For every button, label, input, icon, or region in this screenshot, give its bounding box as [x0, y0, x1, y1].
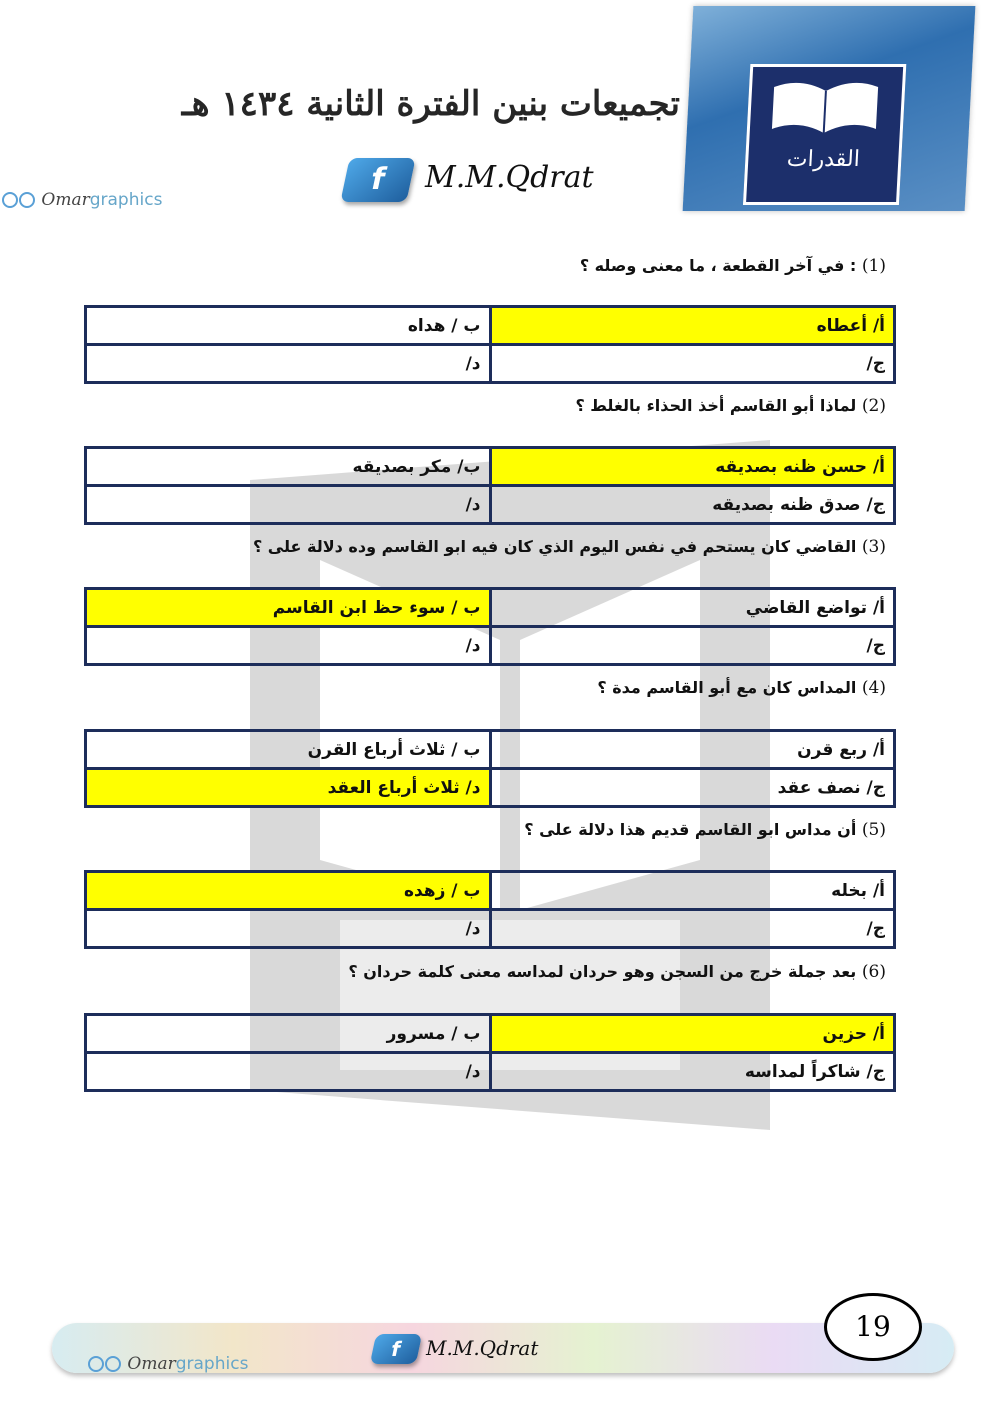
question-text: المداس كان مع أبو القاسم مدة ؟ [597, 678, 857, 697]
option-d[interactable]: د/ ثلاث أرباع العقد [86, 769, 491, 807]
option-a[interactable]: أ/ حزين [490, 1015, 895, 1053]
option-c[interactable]: ج/ شاكراً لمداسه [490, 1053, 895, 1091]
question-number: (4) [861, 678, 886, 698]
options-table-5 [84, 870, 896, 949]
qdrat-logo [683, 6, 976, 211]
credit-suffix: graphics [89, 190, 163, 210]
option-a[interactable]: أ/ أعطاه [490, 307, 895, 345]
options-table-1 [84, 305, 896, 384]
options-table-3 [84, 587, 896, 666]
option-d[interactable]: د/ [86, 345, 491, 383]
credit-circle-icon [2, 192, 18, 208]
question-number: (1) [861, 256, 886, 276]
option-c[interactable]: ج/ [490, 345, 895, 383]
option-b[interactable]: ب / مسرور [86, 1015, 491, 1053]
question-1 [580, 256, 886, 276]
option-c[interactable]: ج/ [490, 627, 895, 665]
credit-circle-icon [105, 1356, 121, 1372]
question-text: لماذا أبو القاسم أخذ الحذاء بالغلط ؟ [575, 396, 857, 415]
option-b[interactable]: ب/ مكر بصديقه [86, 448, 491, 486]
question-2 [575, 396, 886, 416]
question-number: (5) [861, 820, 886, 840]
credit-circle-icon [88, 1356, 104, 1372]
credit-circle-icon [19, 192, 35, 208]
option-b[interactable]: ب / ثلاث أرباع القرن [86, 731, 491, 769]
omar-graphics-credit [2, 190, 162, 210]
footer-omar-graphics-credit [88, 1354, 248, 1374]
option-d[interactable]: د/ [86, 910, 491, 948]
page-number: 19 [824, 1293, 922, 1361]
question-text: القاضي كان يستحم في نفس اليوم الذي كان فيه ابو القاسم وده دلالة على ؟ [252, 537, 857, 556]
options-table-6 [84, 1013, 896, 1092]
credit-name: Omar [127, 1354, 176, 1374]
logo-emblem [743, 64, 906, 205]
credit-suffix: graphics [175, 1354, 249, 1374]
open-book-icon [768, 77, 883, 137]
question-text: بعد جملة خرج من السجن وهو حردان لمداسه معنى كلمة حردان ؟ [348, 962, 857, 981]
question-text: أن مداس ابو القاسم قديم هذا دلالة على ؟ [524, 820, 857, 839]
footer-brand: M.M.Qdrat [426, 1336, 539, 1360]
credit-name: Omar [41, 190, 90, 210]
option-a[interactable]: أ/ بخله [490, 872, 895, 910]
option-a[interactable]: أ/ تواضع القاضي [490, 589, 895, 627]
option-b[interactable]: ب / هداه [86, 307, 491, 345]
option-c[interactable]: ج/ نصف عقد [490, 769, 895, 807]
option-d[interactable]: د/ [86, 1053, 491, 1091]
header-title: تجميعات بنين الفترة الثانية ١٤٣٤ هـ [181, 84, 680, 124]
option-c[interactable]: ج/ صدق ظنه بصديقه [490, 486, 895, 524]
option-a[interactable]: أ/ حسن ظنه بصديقه [490, 448, 895, 486]
options-table-4 [84, 729, 896, 808]
question-3 [253, 537, 886, 557]
header-brand: M.M.Qdrat [425, 160, 594, 195]
question-text: : في آخر القطعة ، ما معنى وصله ؟ [579, 256, 857, 275]
option-c[interactable]: ج/ [490, 910, 895, 948]
question-6 [348, 962, 886, 982]
option-d[interactable]: د/ [86, 627, 491, 665]
footer-facebook-icon[interactable]: f [370, 1334, 422, 1364]
question-5 [524, 820, 886, 840]
logo-text: القدرات [786, 147, 861, 172]
question-number: (6) [861, 962, 886, 982]
facebook-icon[interactable]: f [340, 158, 415, 202]
options-table-2 [84, 446, 896, 525]
question-4 [597, 678, 886, 698]
option-a[interactable]: أ/ ربع قرن [490, 731, 895, 769]
question-number: (3) [861, 537, 886, 557]
option-d[interactable]: د/ [86, 486, 491, 524]
option-b[interactable]: ب / زهده [86, 872, 491, 910]
option-b[interactable]: ب / سوء حظ ابن القاسم [86, 589, 491, 627]
question-number: (2) [861, 396, 886, 416]
